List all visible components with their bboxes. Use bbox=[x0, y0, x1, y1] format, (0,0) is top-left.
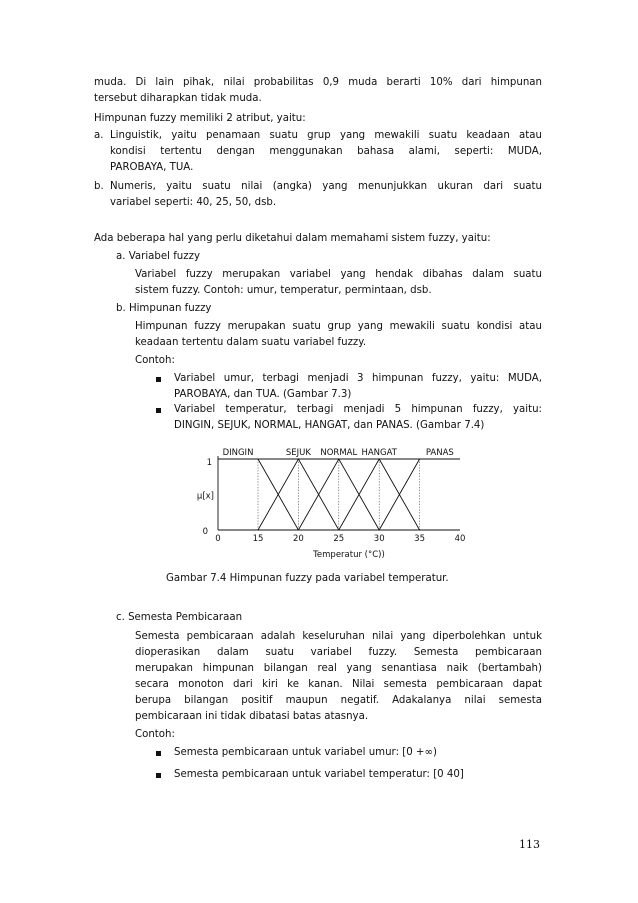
section-line: sistem fuzzy. Contoh: umur, temperatur, permintaan, dsb. bbox=[135, 285, 432, 296]
set-label-dingin: DINGIN bbox=[222, 448, 254, 458]
paragraph-line: muda. Di lain pihak, nilai probabilitas 0,9 muda berarti 10% dari himpunan bbox=[94, 77, 542, 88]
y-axis-label: μ[x] bbox=[196, 491, 214, 502]
bullet-line: Semesta pembicaraan untuk variabel umur: [0 +∞) bbox=[174, 747, 437, 758]
page-number: 113 bbox=[519, 838, 540, 851]
section-line: Variabel fuzzy merupakan variabel yang hendak dibahas dalam suatu bbox=[135, 269, 542, 280]
x-tick-label: 25 bbox=[333, 534, 345, 544]
bullet-line: Variabel temperatur, terbagi menjadi 5 himpunan fuzzy, yaitu: bbox=[174, 404, 542, 415]
bullet-line: DINGIN, SEJUK, NORMAL, HANGAT, dan PANAS. (Gambar 7.4) bbox=[174, 420, 485, 431]
list-marker: a. bbox=[94, 130, 104, 141]
section-line: Himpunan fuzzy merupakan suatu grup yang mewakili suatu kondisi atau bbox=[135, 321, 542, 332]
chart-labels bbox=[197, 448, 465, 560]
x-tick-label: 0 bbox=[215, 534, 221, 544]
list-item-line: PAROBAYA, TUA. bbox=[110, 162, 194, 173]
series-sejuk bbox=[258, 459, 339, 530]
section-line: keadaan tertentu dalam suatu variabel fuzzy. bbox=[135, 337, 367, 348]
series-dingin bbox=[218, 459, 298, 530]
list-item-line: Linguistik, yaitu penamaan suatu grup yang mewakili suatu keadaan atau bbox=[110, 130, 542, 141]
x-tick-label: 30 bbox=[373, 534, 385, 544]
series-hangat bbox=[339, 459, 420, 530]
list-item-line: Numeris, yaitu suatu nilai (angka) yang menunjukkan ukuran dari suatu bbox=[110, 181, 542, 192]
section-line: merupakan himpunan bilangan real yang senantiasa naik (bertambah) bbox=[135, 663, 542, 674]
paragraph-line: tersebut diharapkan tidak muda. bbox=[94, 93, 262, 104]
list-item-line: kondisi tertentu dengan menggunakan bahasa alami, seperti: MUDA, bbox=[110, 146, 542, 157]
y-tick-label: 0 bbox=[202, 527, 208, 537]
bullet-icon bbox=[156, 408, 161, 413]
y-tick-label: 1 bbox=[206, 458, 212, 468]
paragraph-line: Ada beberapa hal yang perlu diketahui dalam memahami sistem fuzzy, yaitu: bbox=[94, 233, 491, 244]
section-line: dioperasikan dalam suatu variabel fuzzy. Semesta pembicaraan bbox=[135, 647, 542, 658]
series-panas bbox=[379, 459, 460, 530]
section-line: pembicaraan ini tidak dibatasi batas atasnya. bbox=[135, 711, 369, 722]
section-heading: b. Himpunan fuzzy bbox=[116, 303, 212, 314]
paragraph-line: Himpunan fuzzy memiliki 2 atribut, yaitu: bbox=[94, 113, 306, 124]
bullet-icon bbox=[156, 773, 161, 778]
set-label-sejuk: SEJUK bbox=[285, 448, 311, 458]
figure-caption: Gambar 7.4 Himpunan fuzzy pada variabel temperatur. bbox=[166, 573, 449, 584]
section-line: secara monoton dari kiri ke kanan. Nilai semesta pembicaraan dapat bbox=[135, 679, 542, 690]
set-label-hangat: HANGAT bbox=[361, 448, 397, 458]
contoh-label: Contoh: bbox=[135, 729, 175, 740]
bullet-line: PAROBAYA, dan TUA. (Gambar 7.3) bbox=[174, 389, 352, 400]
x-axis-label: Temperatur (°C)) bbox=[313, 550, 385, 560]
section-heading: a. Variabel fuzzy bbox=[116, 251, 200, 262]
x-tick-label: 35 bbox=[414, 534, 426, 544]
chart-grid-lines bbox=[258, 459, 420, 530]
bullet-icon bbox=[156, 377, 161, 382]
x-tick-label: 40 bbox=[454, 534, 466, 544]
section-heading: c. Semesta Pembicaraan bbox=[116, 612, 243, 623]
chart-series-group bbox=[218, 459, 460, 530]
section-line: berupa bilangan positif maupun negatif. Adakalanya nilai semesta bbox=[135, 695, 542, 706]
x-tick-label: 15 bbox=[252, 534, 264, 544]
contoh-label: Contoh: bbox=[135, 355, 175, 366]
list-marker: b. bbox=[94, 181, 104, 192]
series-normal bbox=[298, 459, 379, 530]
x-tick-label: 20 bbox=[292, 534, 304, 544]
bullet-line: Variabel umur, terbagi menjadi 3 himpunan fuzzy, yaitu: MUDA, bbox=[174, 373, 542, 384]
set-label-panas: PANAS bbox=[425, 448, 454, 458]
set-label-normal: NORMAL bbox=[320, 448, 358, 458]
list-item-line: variabel seperti: 40, 25, 50, dsb. bbox=[110, 197, 277, 208]
section-line: Semesta pembicaraan adalah keseluruhan nilai yang diperbolehkan untuk bbox=[135, 631, 542, 642]
fuzzy-temperature-chart bbox=[190, 440, 480, 565]
bullet-icon bbox=[156, 751, 161, 756]
bullet-line: Semesta pembicaraan untuk variabel temperatur: [0 40] bbox=[174, 769, 464, 780]
